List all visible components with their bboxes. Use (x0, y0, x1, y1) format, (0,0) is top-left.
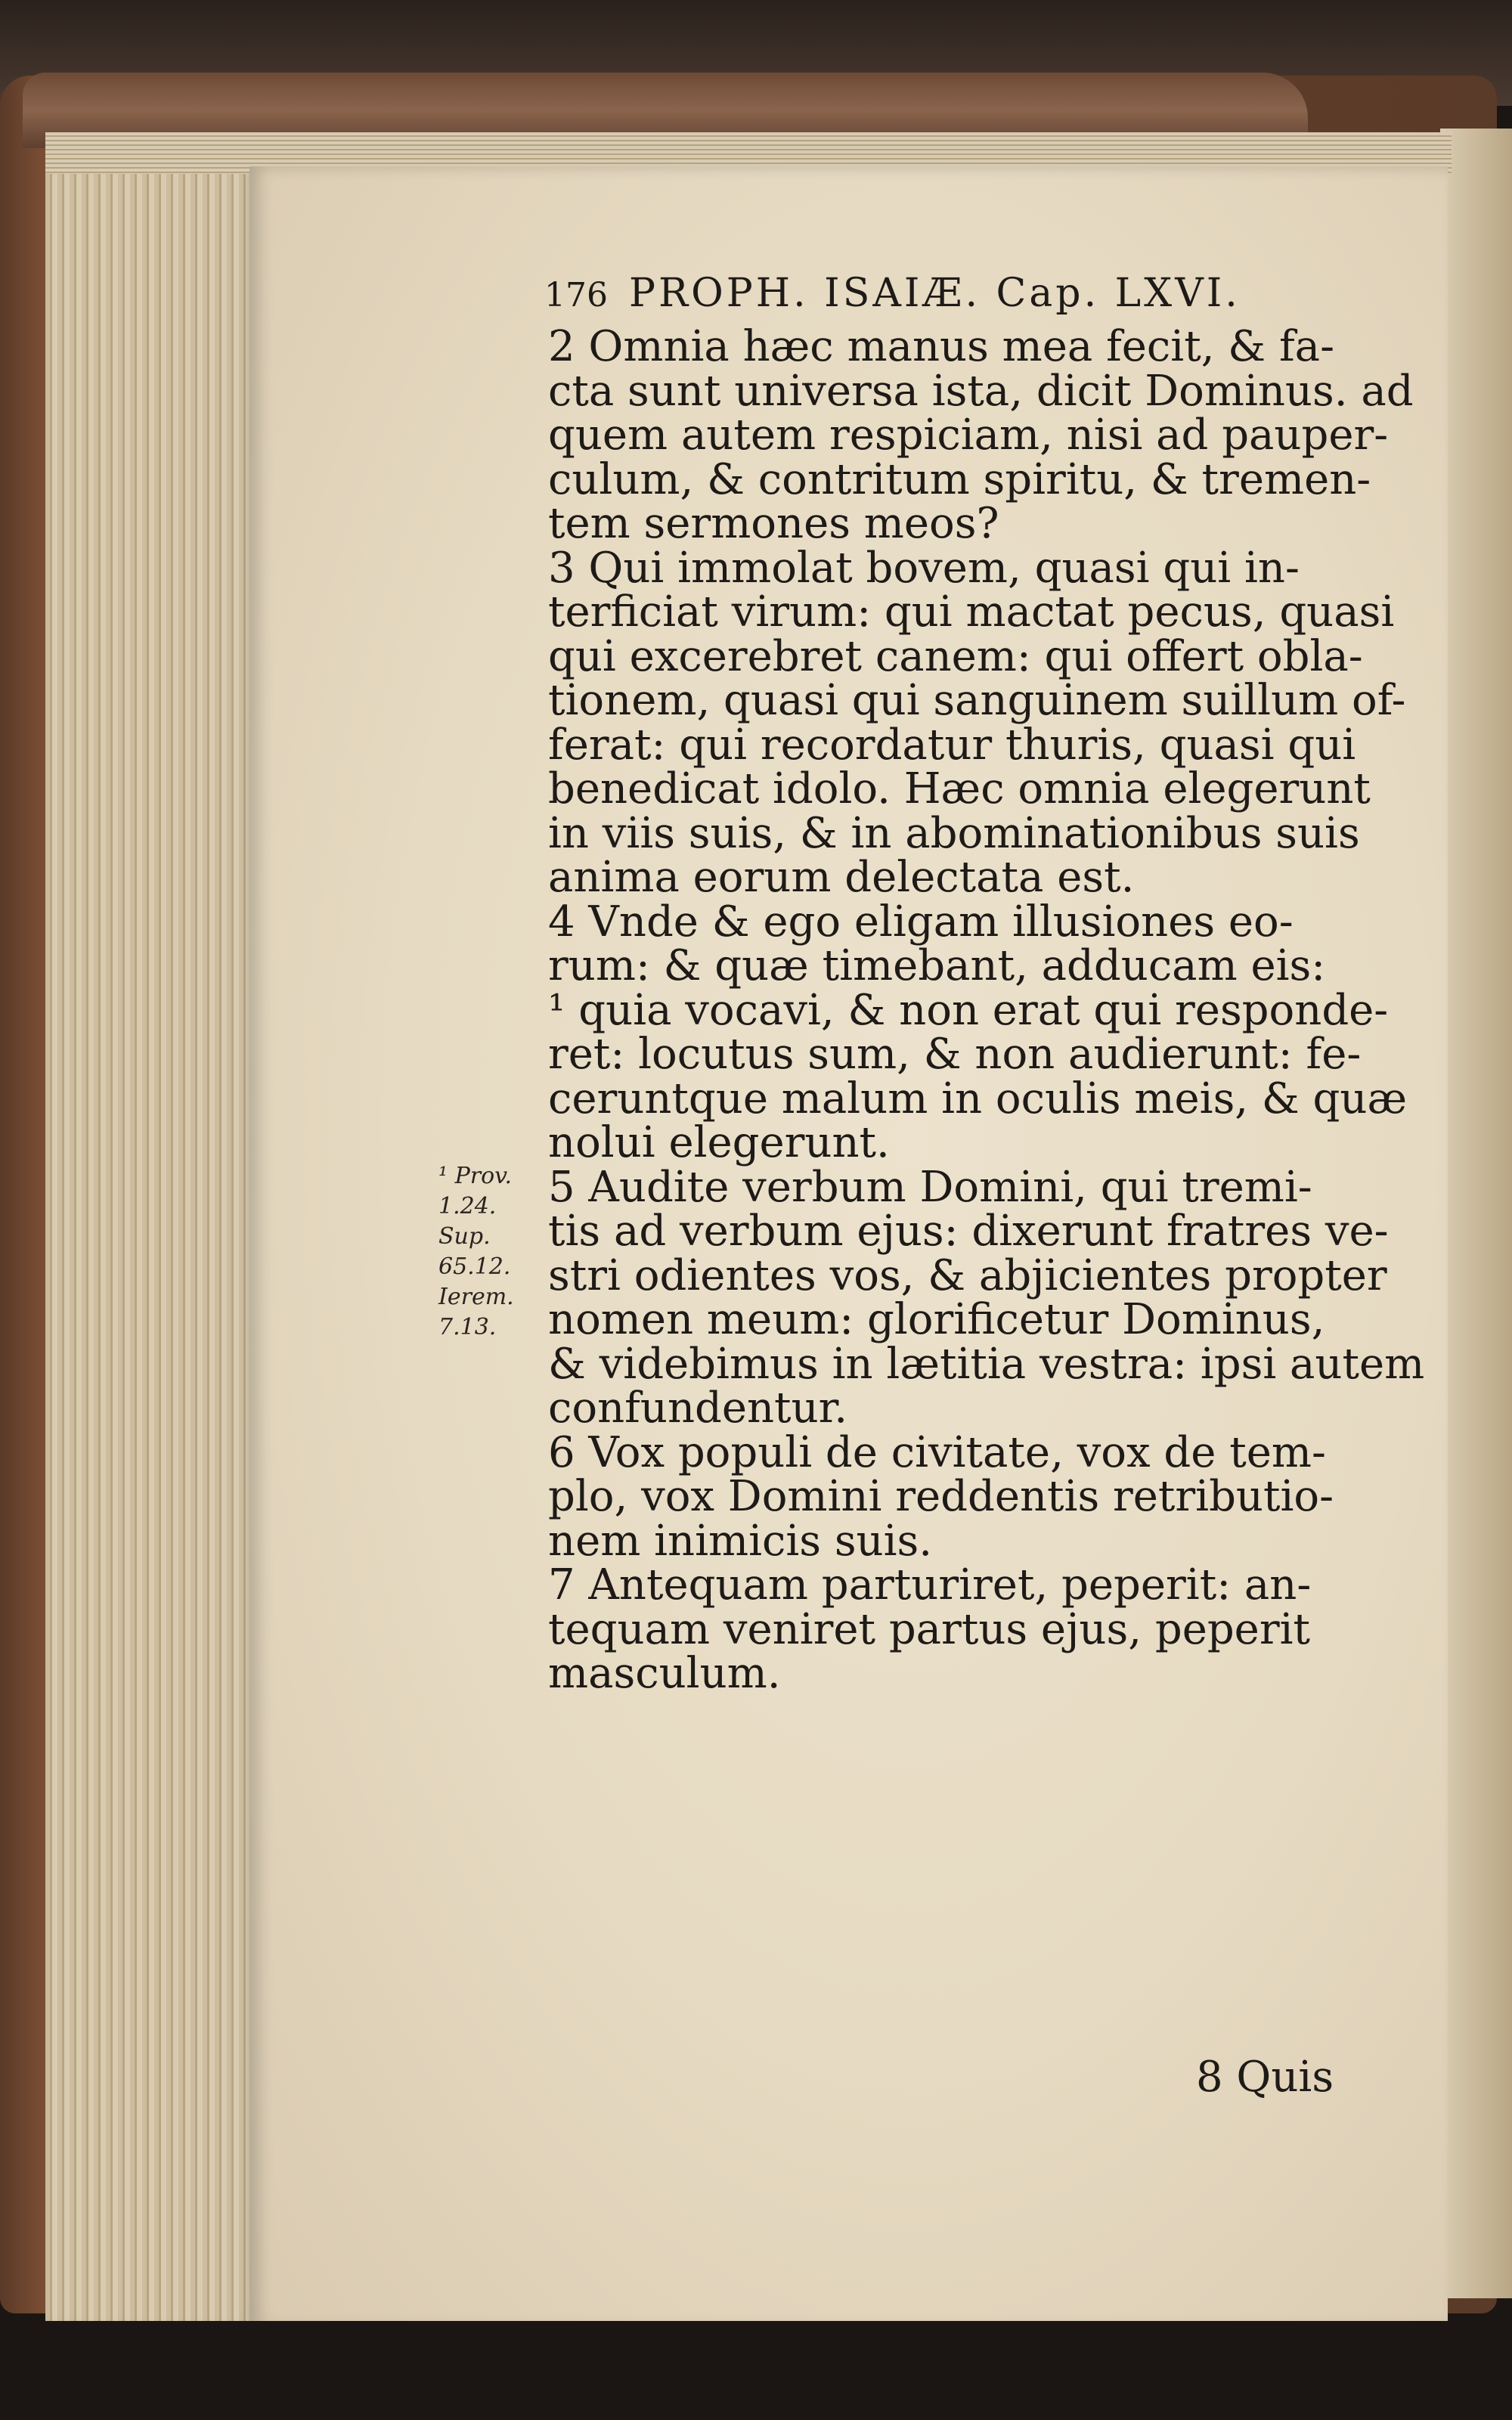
text-line: nomen meum: glorificetur Dominus, (548, 1295, 1325, 1344)
text-line: culum, & contritum spiritu, & tremen- (548, 454, 1371, 504)
text-line: 2 Omnia hæc manus mea fecit, & fa- (548, 322, 1334, 371)
background-bottom (0, 2321, 1512, 2420)
text-line: plo, vox Domini reddentis retributio- (548, 1472, 1334, 1521)
text-line: tem sermones meos? (548, 499, 999, 548)
page-number: 176 (544, 276, 608, 315)
text-line: ceruntque malum in oculis meis, & quæ (548, 1074, 1408, 1123)
text-line: masculum. (548, 1649, 781, 1698)
running-title: PROPH. ISAIÆ. Cap. LXVI. (628, 271, 1241, 316)
margin-note-line: 1.24. (438, 1193, 497, 1219)
text-line: ret: locutus sum, & non audierunt: fe- (548, 1030, 1362, 1079)
text-line: nem inimicis suis. (548, 1516, 933, 1566)
margin-note-line: Ierem. (438, 1284, 514, 1310)
text-line: benedicat idolo. Hæc omnia elegerunt (548, 764, 1371, 813)
page-body (548, 322, 1425, 1698)
text-line: 3 Qui immolat bovem, quasi qui in- (548, 543, 1300, 593)
margin-note-line: 7.13. (438, 1314, 497, 1340)
facing-page-edge (1440, 129, 1512, 2298)
page-stack-edge (45, 151, 257, 2329)
text-line: stri odientes vos, & abjicientes propter (548, 1250, 1387, 1300)
text-line: ¹ quia vocavi, & non erat qui responde- (548, 985, 1389, 1035)
margin-note-line: ¹ Prov. (438, 1163, 513, 1189)
running-header (544, 271, 1241, 316)
text-line: 5 Audite verbum Domini, qui tremi- (548, 1162, 1312, 1212)
text-line: terficiat virum: qui mactat pecus, quasi (548, 587, 1395, 637)
text-line: confundentur. (548, 1384, 848, 1433)
text-line: & videbimus in lætitia vestra: ipsi autem (548, 1339, 1425, 1389)
catchword: 8 Quis (1196, 2053, 1334, 2102)
text-line: cta sunt universa ista, dicit Dominus. ad (548, 366, 1414, 416)
text-line: 7 Antequam parturiret, peperit: an- (548, 1560, 1312, 1610)
text-line: quem autem respiciam, nisi ad pauper- (548, 411, 1389, 460)
margin-note-line: 65.12. (438, 1253, 511, 1280)
text-line: tequam veniret partus ejus, peperit (548, 1604, 1310, 1654)
margin-note-line: Sup. (438, 1223, 491, 1250)
text-line: tis ad verbum ejus: dixerunt fratres ve- (548, 1207, 1389, 1256)
text-line: qui excerebret canem: qui offert obla- (548, 631, 1363, 681)
text-line: in viis suis, & in abominationibus suis (548, 808, 1360, 858)
text-line: 4 Vnde & ego eligam illusiones eo- (548, 897, 1294, 947)
text-line: anima eorum delectata est. (548, 853, 1135, 902)
text-line: tionem, quasi qui sanguinem suillum of- (548, 676, 1406, 725)
margin-reference (438, 1161, 514, 1343)
text-line: ferat: qui recordatur thuris, quasi qui (548, 720, 1356, 770)
text-line: 6 Vox populi de civitate, vox de tem- (548, 1427, 1326, 1477)
text-line: nolui elegerunt. (548, 1118, 890, 1167)
text-line: rum: & quæ timebant, adducam eis: (548, 941, 1326, 990)
